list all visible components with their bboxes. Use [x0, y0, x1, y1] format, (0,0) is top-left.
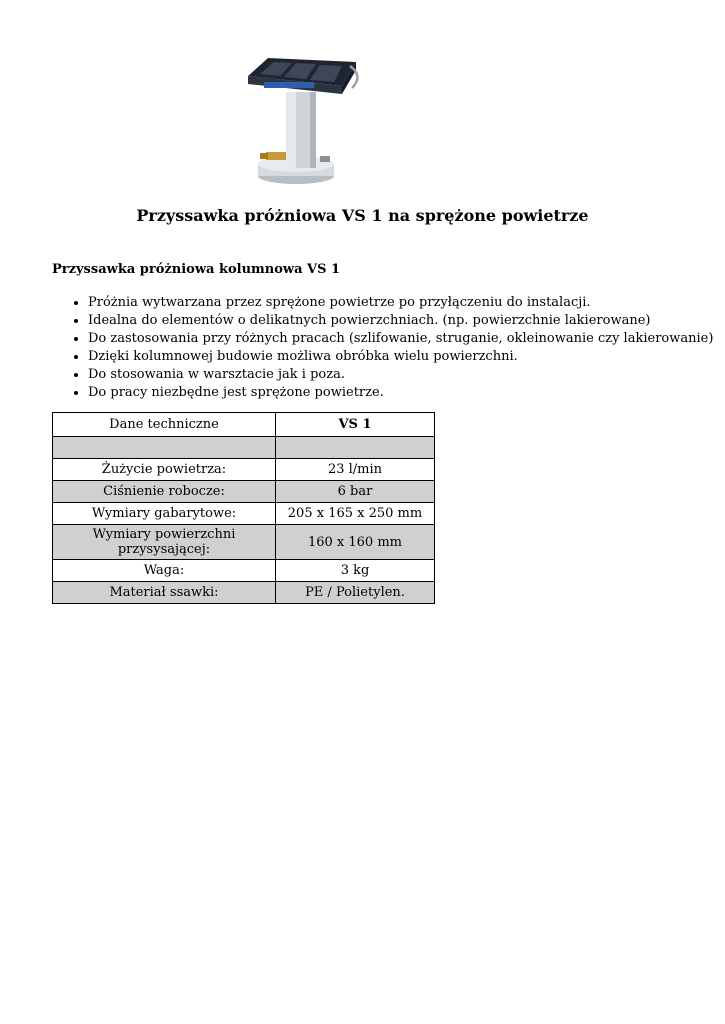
spec-value: [276, 437, 435, 459]
spec-value: 205 x 165 x 250 mm: [276, 503, 435, 525]
product-subtitle: Przyssawka próżniowa kolumnowa VS 1: [52, 262, 341, 277]
table-row: [53, 560, 435, 582]
spec-label: Wymiary powierzchni przysysającej:: [53, 525, 276, 560]
spec-value: 3 kg: [276, 560, 435, 582]
spec-label: Żużycie powietrza:: [53, 459, 276, 481]
spec-label: Waga:: [53, 560, 276, 582]
table-row: [53, 481, 435, 503]
specs-header-label: Dane techniczne: [53, 413, 276, 437]
feature-item: • Do zastosowania przy różnych pracach (szlifowanie, struganie, okleinowanie czy lakierowanie): [88, 330, 725, 348]
spec-label: Materiał ssawki:: [53, 582, 276, 604]
specs-header-row: [53, 413, 435, 437]
spec-label: Ciśnienie robocze:: [53, 481, 276, 503]
page-title: Przyssawka próżniowa VS 1 na sprężone powietrze: [136, 206, 589, 225]
specs-header-value: VS 1: [276, 413, 435, 437]
feature-item: • Do pracy niezbędne jest sprężone powietrze.: [88, 384, 725, 402]
feature-list: [52, 294, 725, 402]
table-row: [53, 503, 435, 525]
spec-label: [53, 437, 276, 459]
spec-label: Wymiary gabarytowe:: [53, 503, 276, 525]
specs-table: [52, 412, 435, 604]
table-row: [53, 582, 435, 604]
feature-item: • Próżnia wytwarzana przez sprężone powietrze po przyłączeniu do instalacji.: [88, 294, 725, 312]
table-row: [53, 459, 435, 481]
product-image: [238, 52, 368, 190]
table-row: [53, 525, 435, 560]
feature-item: • Do stosowania w warsztacie jak i poza.: [88, 366, 725, 384]
spec-value: PE / Polietylen.: [276, 582, 435, 604]
spec-value: 160 x 160 mm: [276, 525, 435, 560]
feature-item: • Dzięki kolumnowej budowie możliwa obróbka wielu powierzchni.: [88, 348, 725, 366]
spec-value: 6 bar: [276, 481, 435, 503]
table-row: [53, 437, 435, 459]
spec-value: 23 l/min: [276, 459, 435, 481]
feature-item: • Idealna do elementów o delikatnych powierzchniach. (np. powierzchnie lakierowane): [88, 312, 725, 330]
